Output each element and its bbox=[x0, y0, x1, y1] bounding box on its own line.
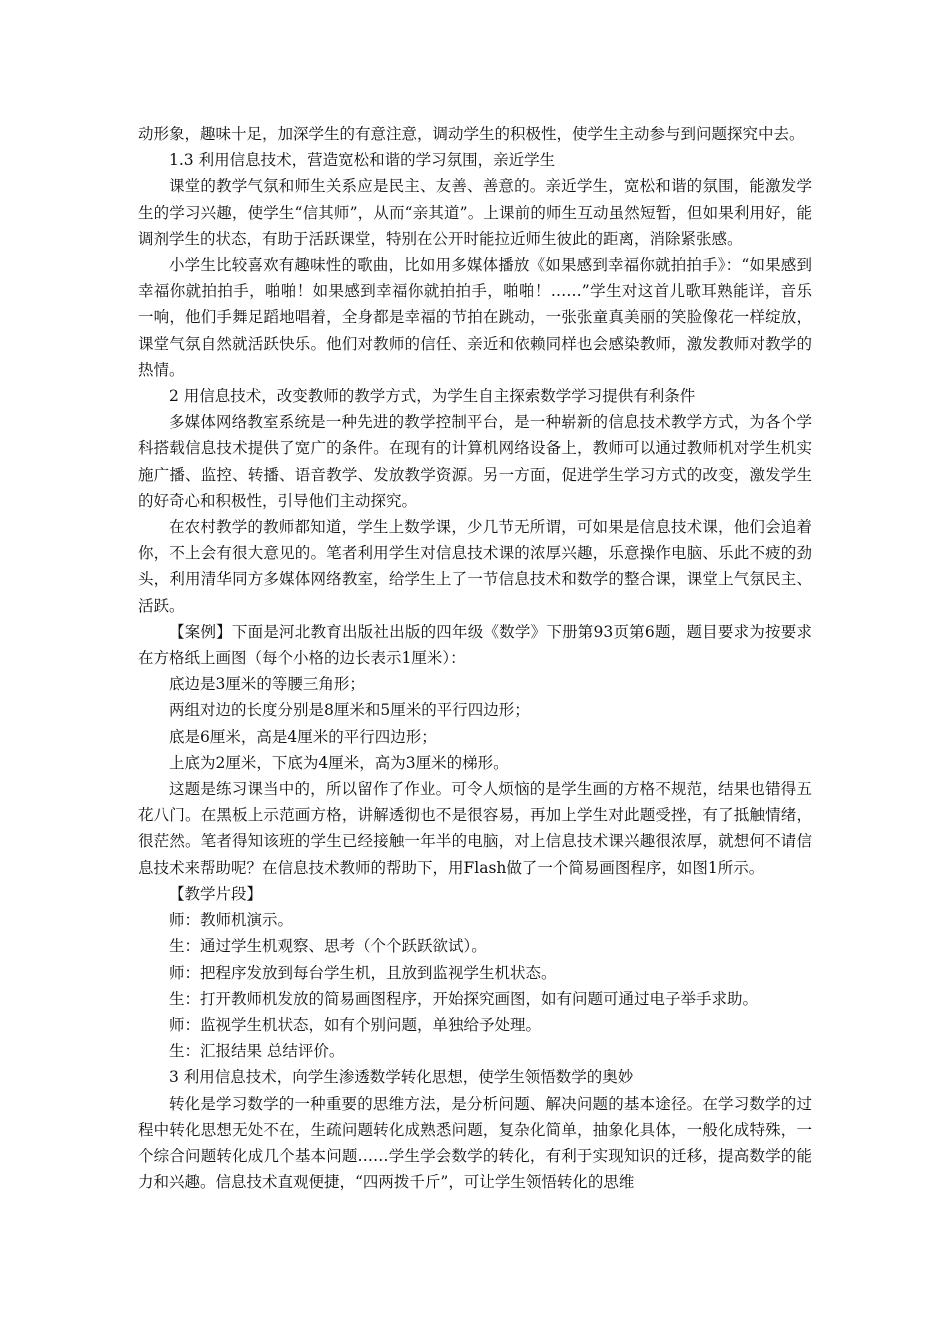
paragraph: 动形象，趣味十足，加深学生的有意注意，调动学生的积极性，使学生主动参与到问题探究中去。 bbox=[138, 125, 805, 143]
dialogue-line: 师：教师机演示。 bbox=[169, 911, 294, 930]
paragraph: 课堂的教学气氛和师生关系应是民主、友善、善意的。亲近学生，宽松和谐的氛围，能激发学生的学习兴趣，使学生“信其师”，从而“亲其道”。上课前的师生互动虽然短暂，但如果利用好，能调剂学生的状态，有助于活跃课堂，特别在公开时能拉近师生彼此的距离，消除紧张感。 bbox=[138, 177, 812, 248]
list-item: 底边是3厘米的等腰三角形； bbox=[169, 675, 365, 694]
dialogue-line: 生：汇报结果 总结评价。 bbox=[169, 1042, 345, 1061]
dialogue-line: 生：通过学生机观察、思考（个个跃跃欲试）。 bbox=[169, 937, 487, 956]
case-paragraph: 【案例】下面是河北教育出版社出版的四年级《数学》下册第93页第6题，题目要求为按要求在方格纸上画图（每个小格的边长表示1厘米）： bbox=[138, 622, 812, 668]
dialogue-line: 师：监视学生机状态，如有个别问题，单独给予处理。 bbox=[169, 1015, 542, 1034]
paragraph: 在农村教学的教师都知道，学生上数学课，少几节无所谓，可如果是信息技术课，他们会追着你，不上会有很大意见的。笔者利用学生对信息技术课的浓厚兴趣，乐意操作电脑、乐此不疲的劲头，利用清华同方多媒体网络教室，给学生上了一节信息技术和数学的整合课，课堂上气氛民主、活跃。 bbox=[138, 518, 812, 615]
list-item: 两组对边的长度分别是8厘米和5厘米的平行四边形； bbox=[169, 701, 530, 720]
section-heading: 2 用信息技术，改变教师的教学方式，为学生自主探索数学学习提供有利条件 bbox=[169, 387, 696, 406]
section-heading: 3 利用信息技术，向学生渗透数学转化思想，使学生领悟数学的奥妙 bbox=[169, 1068, 634, 1087]
dialogue-line: 师：把程序发放到每台学生机，且放到监视学生机状态。 bbox=[169, 963, 557, 982]
section-heading: 1.3 利用信息技术，营造宽松和谐的学习氛围，亲近学生 bbox=[169, 151, 556, 170]
list-item: 底是6厘米，高是4厘米的平行四边形； bbox=[169, 727, 437, 746]
paragraph: 小学生比较喜欢有趣味性的歌曲，比如用多媒体播放《如果感到幸福你就拍拍手》：“如果感到幸福你就拍拍手，啪啪！如果感到幸福你就拍拍手，啪啪！……”学生对这首儿歌耳熟能详，音乐一响，他们手舞足蹈地唱着，全身都是幸福的节拍在跳动，一张张童真美丽的笑脸像花一样绽放，课堂气氛自然就活跃快乐。他们对教师的信任、亲近和依赖同样也会感染教师，激发教师对教学的热情。 bbox=[138, 256, 812, 379]
list-item: 上底为2厘米，下底为4厘米，高为3厘米的梯形。 bbox=[169, 753, 509, 772]
paragraph: 转化是学习数学的一种重要的思维方法，是分析问题、解决问题的基本途径。在学习数学的过程中转化思想无处不在，生疏问题转化成熟悉问题，复杂化简单，抽象化具体，一般化成特殊，一个综合问题转化成几个基本问题……学生学会数学的转化，有利于实现知识的迁移，提高数学的能力和兴趣。信息技术直观便捷，“四两拨千斤”，可让学生领悟转化的思维 bbox=[138, 1094, 812, 1192]
paragraph: 这题是练习课当中的，所以留作了作业。可令人烦恼的是学生画的方格不规范，结果也错得五花八门。在黑板上示范画方格，讲解透彻也不是很容易，再加上学生对此题受挫，有了抵触情绪，很茫然。笔者得知该班的学生已经接触一年半的电脑，对上信息技术课兴趣很浓厚，就想何不请信息技术来帮助呢？在信息技术教师的帮助下，用Flash做了一个简易画图程序，如图1所示。 bbox=[138, 780, 812, 877]
document-body bbox=[138, 121, 812, 1195]
paragraph: 多媒体网络教室系统是一种先进的教学控制平台，是一种崭新的信息技术教学方式，为各个学科搭载信息技术提供了宽广的条件。在现有的计算机网络设备上，教师可以通过教师机对学生机实施广播、监控、转播、语音教学、发放教学资源。另一方面，促进学生学习方式的改变，激发学生的好奇心和积极性，引导他们主动探究。 bbox=[138, 413, 812, 510]
teaching-segment-heading: 【教学片段】 bbox=[169, 884, 263, 903]
dialogue-line: 生：打开教师机发放的简易画图程序，开始探究画图，如有问题可通过电子举手求助。 bbox=[169, 989, 759, 1008]
